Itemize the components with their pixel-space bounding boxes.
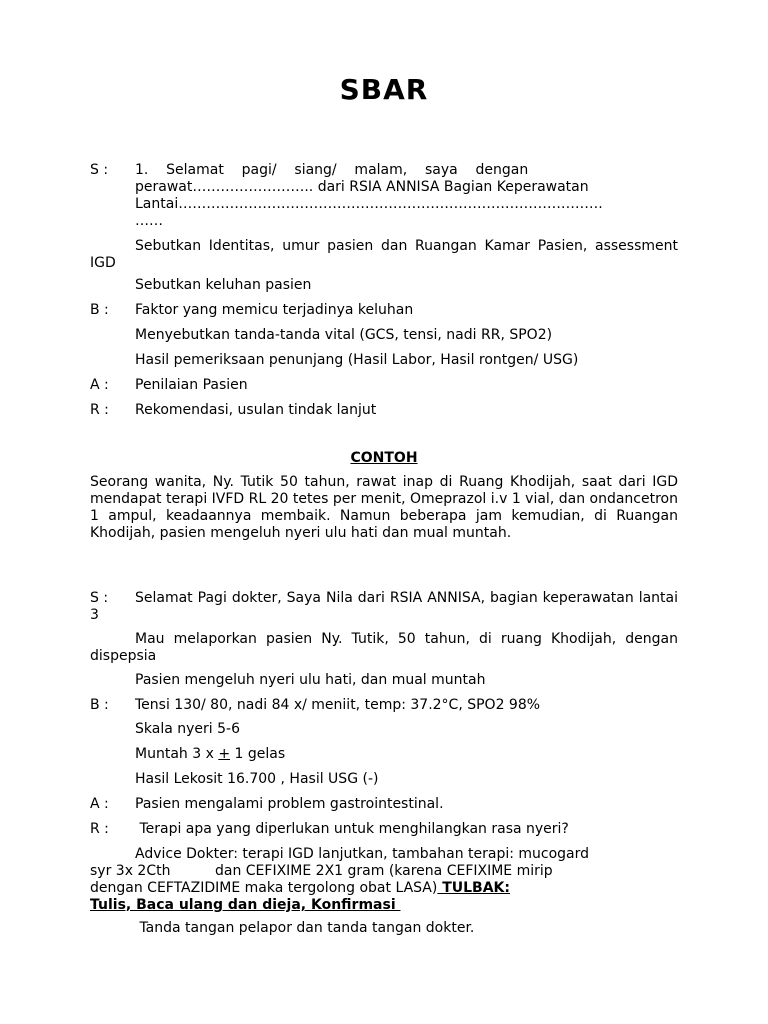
contoh-r-block	[90, 821, 678, 838]
contoh-b2-row	[90, 721, 678, 738]
contoh-paragraph: Seorang wanita, Ny. Tutik 50 tahun, rawat inap di Ruang Khodijah, saat dari IGD mendapat terapi IVFD RL 20 tetes per menit, Omeprazol i.v 1 vial, dan ondancetron 1 ampul, keadaannya membaik. Namun beberapa jam kemudian, di Ruangan Khodijah, pasien mengeluh nyeri ulu hati dan mual muntah.	[90, 474, 678, 541]
sbar-s1-line4: ……	[135, 213, 163, 229]
contoh-r2-line3	[90, 880, 678, 897]
sbar-s1-line2-row	[90, 179, 678, 196]
contoh-b3-row	[90, 746, 678, 763]
contoh-a1: Pasien mengalami problem gastrointestinal.	[135, 796, 444, 812]
contoh-paragraph-row	[90, 474, 678, 542]
sbar-b3-row	[90, 352, 678, 369]
sbar-a-block	[90, 377, 678, 394]
sbar-s1-line4-row	[90, 213, 678, 230]
sbar-r-block	[90, 402, 678, 419]
sbar-b-label: B :	[90, 302, 109, 318]
sbar-b-block	[90, 302, 678, 319]
contoh-b4-row	[90, 771, 678, 788]
sbar-s1-line3-row	[90, 196, 678, 213]
contoh-r1: Terapi apa yang diperlukan untuk menghilangkan rasa nyeri?	[135, 821, 569, 837]
plus-minus-symbol: +	[218, 746, 231, 762]
contoh-b-block	[90, 697, 678, 714]
sbar-s1-line2: perawat…………………….. dari RSIA ANNISA Bagian Keperawatan	[135, 179, 589, 195]
contoh-a-label: A :	[90, 796, 109, 812]
tulbak-steps: Tulis, Baca ulang dan dieja, Konfirmasi	[90, 897, 401, 913]
contoh-r2-line3-text: dengan CEFTAZIDIME maka tergolong obat LASA)	[90, 880, 438, 896]
sbar-b2: Menyebutkan tanda-tanda vital (GCS, tensi, nadi RR, SPO2)	[135, 327, 553, 343]
sbar-r-label: R :	[90, 402, 109, 418]
contoh-s2: Mau melaporkan pasien Ny. Tutik, 50 tahun, di ruang Khodijah, dengan dispepsia	[90, 631, 678, 664]
sbar-a-label: A :	[90, 377, 109, 393]
sbar-b2-row	[90, 327, 678, 344]
contoh-b3-post: 1 gelas	[230, 746, 286, 762]
contoh-r2-line1: Advice Dokter: terapi IGD lanjutkan, tambahan terapi: mucogard	[135, 846, 590, 862]
contoh-s2-row	[90, 631, 678, 665]
contoh-b3-pre: Muntah 3 x	[135, 746, 219, 762]
sbar-a1: Penilaian Pasien	[135, 377, 248, 393]
contoh-r2	[90, 846, 678, 914]
contoh-s-block	[90, 590, 678, 624]
sbar-b1: Faktor yang memicu terjadinya keluhan	[135, 302, 414, 318]
sbar-s2-row	[90, 238, 678, 272]
contoh-b2: Skala nyeri 5-6	[135, 721, 240, 737]
contoh-s-label: S :	[90, 590, 109, 606]
contoh-r3-row	[90, 920, 678, 937]
contoh-r3: Tanda tangan pelapor dan tanda tangan dokter.	[135, 920, 475, 936]
contoh-r-label: R :	[90, 821, 109, 837]
sbar-s3: Sebutkan keluhan pasien	[135, 277, 312, 293]
contoh-s3-row	[90, 672, 678, 689]
sbar-s-block	[90, 162, 678, 179]
sbar-s3-row	[90, 277, 678, 294]
contoh-b1: Tensi 130/ 80, nadi 84 x/ meniit, temp: 37.2°C, SPO2 98%	[135, 697, 541, 713]
contoh-b-label: B :	[90, 697, 109, 713]
sbar-s2: Sebutkan Identitas, umur pasien dan Ruangan Kamar Pasien, assessment IGD	[90, 238, 678, 271]
contoh-a-block	[90, 796, 678, 813]
sbar-r1: Rekomendasi, usulan tindak lanjut	[135, 402, 377, 418]
contoh-r2-line2: syr 3x 2Cth dan CEFIXIME 2X1 gram (karena CEFIXIME mirip	[90, 863, 553, 879]
contoh-b4: Hasil Lekosit 16.700 , Hasil USG (-)	[135, 771, 379, 787]
contoh-s1: Selamat Pagi dokter, Saya Nila dari RSIA ANNISA, bagian keperawatan lantai 3	[90, 590, 678, 623]
contoh-r2-row	[90, 846, 678, 914]
contoh-b3	[135, 746, 678, 763]
document-title: SBAR	[339, 73, 429, 106]
sbar-s1-line1: 1. Selamat pagi/ siang/ malam, saya dengan	[135, 162, 529, 178]
tulbak-label: TULBAK:	[437, 880, 510, 896]
sbar-s1-line3: Lantai……………………………………………………………………………….	[135, 196, 603, 212]
sbar-s-label: S :	[90, 162, 109, 178]
contoh-heading: CONTOH	[350, 450, 418, 466]
sbar-b3: Hasil pemeriksaan penunjang (Hasil Labor, Hasil rontgen/ USG)	[135, 352, 579, 368]
contoh-s3: Pasien mengeluh nyeri ulu hati, dan mual muntah	[135, 672, 486, 688]
